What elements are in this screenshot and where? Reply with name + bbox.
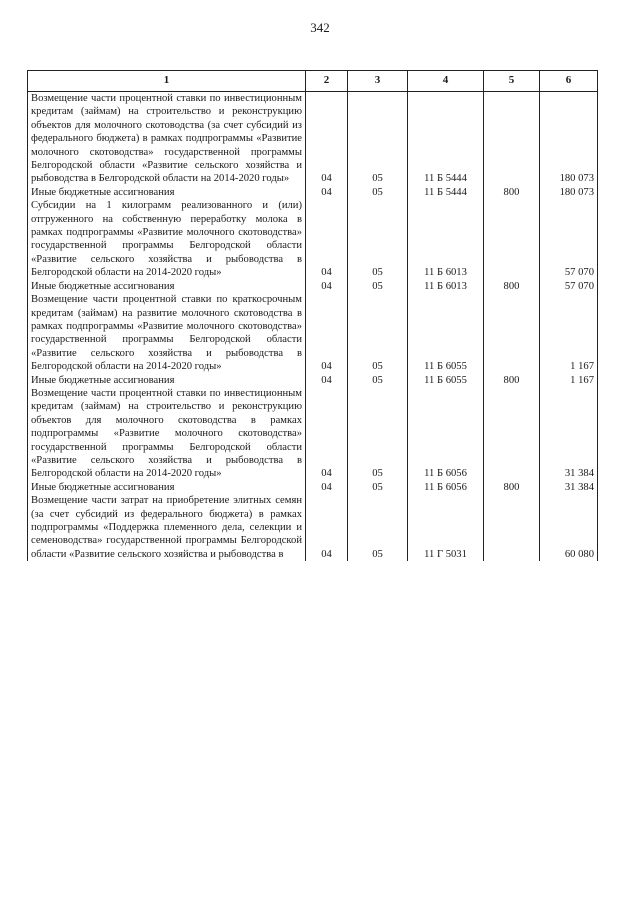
row-subsection: 05 [348, 387, 408, 481]
table-row [28, 494, 598, 561]
row-target-article: 11 Г 5031 [408, 494, 484, 561]
column-header: 3 [348, 71, 408, 92]
row-amount: 1 167 [540, 293, 598, 373]
column-header: 1 [28, 71, 306, 92]
table-row [28, 374, 598, 387]
column-header: 5 [484, 71, 540, 92]
row-subsection: 05 [348, 293, 408, 373]
row-expense-type [484, 92, 540, 186]
row-section: 04 [306, 374, 348, 387]
row-name: Иные бюджетные ассигнования [28, 374, 306, 387]
budget-table [27, 70, 598, 561]
row-name: Возмещение части процентной ставки по инвестиционным кредитам (займам) на строительство и реконструкцию объектов для молочного скотоводства (за счет субсидий из федерального бюджета) в рамках подпрограммы «Развитие молочного скотоводства» государственной программы Белгородской области «Развитие сельского хозяйства и рыбоводства в Белгородской области на 2014-2020 годы» [28, 92, 306, 186]
row-target-article: 11 Б 5444 [408, 186, 484, 199]
row-subsection: 05 [348, 186, 408, 199]
row-subsection: 05 [348, 481, 408, 494]
row-expense-type: 800 [484, 481, 540, 494]
row-amount: 57 070 [540, 280, 598, 293]
table-row [28, 199, 598, 279]
row-amount: 31 384 [540, 481, 598, 494]
row-section: 04 [306, 481, 348, 494]
row-expense-type [484, 494, 540, 561]
table-row [28, 186, 598, 199]
row-subsection: 05 [348, 494, 408, 561]
row-name: Иные бюджетные ассигнования [28, 481, 306, 494]
row-expense-type: 800 [484, 186, 540, 199]
row-subsection: 05 [348, 199, 408, 279]
row-target-article: 11 Б 6055 [408, 374, 484, 387]
row-amount: 180 073 [540, 92, 598, 186]
table-row [28, 280, 598, 293]
row-name: Возмещение части процентной ставки по краткосрочным кредитам (займам) на развитие молочного скотоводства в рамках подпрограммы «Развитие молочного скотоводства» государственной программы Белгородской области «Развитие сельского хозяйства и рыбоводства в Белгородской области на 2014-2020 годы» [28, 293, 306, 373]
row-amount: 31 384 [540, 387, 598, 481]
table-header-row [28, 71, 598, 92]
row-expense-type [484, 293, 540, 373]
row-name: Субсидии на 1 килограмм реализованного и (или) отгруженного на собственную переработку молока в рамках подпрограммы «Развитие молочного скотоводства» государственной программы Белгородской области «Развитие сельского хозяйства и рыбоводства в Белгородской области на 2014-2020 годы» [28, 199, 306, 279]
column-header: 6 [540, 71, 598, 92]
row-section: 04 [306, 186, 348, 199]
row-amount: 60 080 [540, 494, 598, 561]
row-expense-type [484, 199, 540, 279]
table-row [28, 92, 598, 186]
table-row [28, 387, 598, 481]
row-expense-type: 800 [484, 374, 540, 387]
table-row [28, 481, 598, 494]
row-target-article: 11 Б 6013 [408, 280, 484, 293]
row-expense-type: 800 [484, 280, 540, 293]
row-section: 04 [306, 293, 348, 373]
row-section: 04 [306, 92, 348, 186]
row-name: Иные бюджетные ассигнования [28, 186, 306, 199]
row-section: 04 [306, 280, 348, 293]
column-header: 4 [408, 71, 484, 92]
table-row [28, 293, 598, 373]
row-section: 04 [306, 387, 348, 481]
row-section: 04 [306, 494, 348, 561]
row-amount: 1 167 [540, 374, 598, 387]
row-target-article: 11 Б 5444 [408, 92, 484, 186]
row-subsection: 05 [348, 92, 408, 186]
row-amount: 57 070 [540, 199, 598, 279]
row-target-article: 11 Б 6056 [408, 387, 484, 481]
row-target-article: 11 Б 6056 [408, 481, 484, 494]
row-name: Возмещение части затрат на приобретение элитных семян (за счет субсидий из федерального бюджета) в рамках подпрограммы «Поддержка племенного дела, селекции и семеноводства» государственной программы Белгородской области «Развитие сельского хозяйства и рыбоводства в [28, 494, 306, 561]
row-subsection: 05 [348, 280, 408, 293]
row-subsection: 05 [348, 374, 408, 387]
row-name: Возмещение части процентной ставки по инвестиционным кредитам (займам) на строительство и реконструкцию объектов для молочного скотоводства в рамках подпрограммы «Развитие молочного скотоводства» государственной программы Белгородской области «Развитие сельского хозяйства и рыбоводства в Белгородской области на 2014-2020 годы» [28, 387, 306, 481]
column-header: 2 [306, 71, 348, 92]
row-expense-type [484, 387, 540, 481]
row-name: Иные бюджетные ассигнования [28, 280, 306, 293]
row-target-article: 11 Б 6013 [408, 199, 484, 279]
row-section: 04 [306, 199, 348, 279]
row-amount: 180 073 [540, 186, 598, 199]
row-target-article: 11 Б 6055 [408, 293, 484, 373]
page-number: 342 [310, 20, 330, 35]
